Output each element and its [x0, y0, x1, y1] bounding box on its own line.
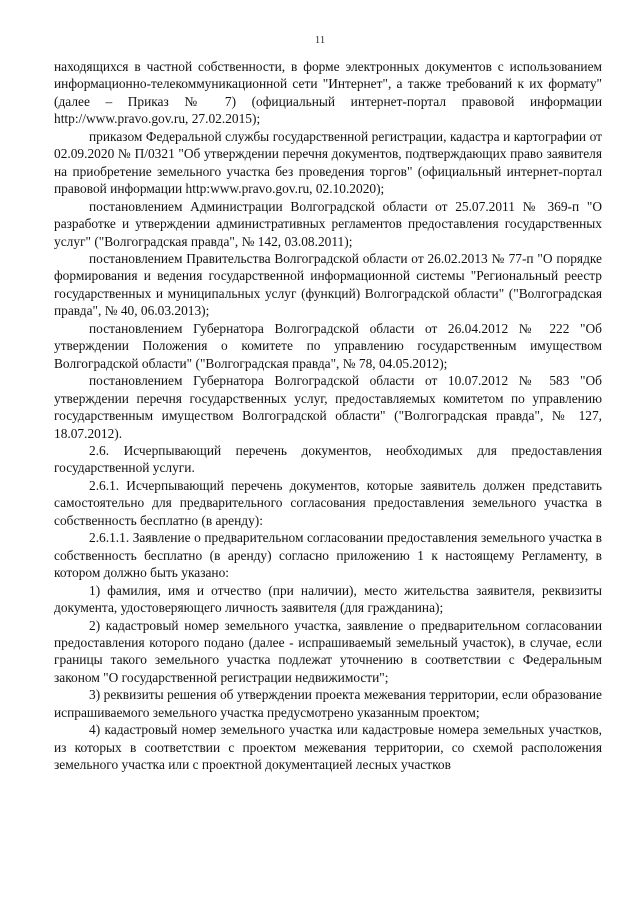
list-item: 3) реквизиты решения об утверждении проекта межевания территории, если образование испрашиваемого земельного участка предусмотрено указанным проектом;	[54, 687, 602, 720]
document-body	[54, 58, 602, 774]
section-heading-2-6: 2.6. Исчерпывающий перечень документов, необходимых для предоставления государственной услуги.	[54, 442, 602, 476]
section-heading-2-6-1-1: 2.6.1.1. Заявление о предварительном согласовании предоставления земельного участка в собственность бесплатно (в аренду) согласно приложению 1 к настоящему Регламенту, в котором должно быть указано:	[54, 530, 602, 581]
list-item: 4) кадастровый номер земельного участка или кадастровые номера земельных участков, из которых в соответствии с проектом межевания территории, со схемой расположения земельного участка или с проектной документацией лесных участков	[54, 722, 602, 773]
paragraph: приказом Федеральной службы государственной регистрации, кадастра и картографии от 02.09.2020 № П/0321 "Об утверждении перечня документов, подтверждающих право заявителя на приобретение земельного участка без проведения торгов" (официальный интернет-портал правовой информации http:www.pravo.gov.ru, 02.10.2020);	[54, 128, 602, 197]
page-number: 11	[314, 34, 326, 46]
paragraph: постановлением Губернатора Волгоградской области от 10.07.2012 № 583 "Об утверждении перечня государственных услуг, предоставляемых комитетом по управлению государственным имуществом Волгоградской области" ("Волгоградская правда", № 127, 18.07.2012).	[54, 373, 602, 441]
list-item: 1) фамилия, имя и отчество (при наличии), место жительства заявителя, реквизиты документа, удостоверяющего личность заявителя (для гражданина);	[54, 582, 602, 616]
paragraph: находящихся в частной собственности, в форме электронных документов с использованием информационно-телекоммуникационной сети "Интернет", а также требований к их формату" (далее – Приказ № 7) (официальный интернет-портал правовой информации http://www.pravo.gov.ru, 27.02.2015);	[54, 59, 602, 127]
section-heading-2-6-1: 2.6.1. Исчерпывающий перечень документов, которые заявитель должен представить самостоятельно для предварительного согласования предоставления земельного участка в собственность бесплатно (в аренду):	[54, 477, 602, 528]
list-item: 2) кадастровый номер земельного участка, заявление о предварительном согласовании предоставления которого подано (далее - испрашиваемый земельный участок), в случае, если границы такого земельного участка подлежат уточнению в соответствии с Федеральным законом "О государственной регистрации недвижимости";	[54, 617, 602, 685]
paragraph: постановлением Губернатора Волгоградской области от 26.04.2012 № 222 "Об утверждении Положения о комитете по управлению государственным имуществом Волгоградской области" ("Волгоградская правда", № 78, 04.05.2012);	[54, 320, 602, 371]
paragraph: постановлением Администрации Волгоградской области от 25.07.2011 № 369-п "О разработке и утверждении административных регламентов предоставления государственных услуг" ("Волгоградская правда", № 142, 03.08.2011);	[54, 198, 602, 249]
paragraph: постановлением Правительства Волгоградской области от 26.02.2013 № 77-п "О порядке формирования и ведения государственной информационной системы "Региональный реестр государственных и муниципальных услуг (функций) Волгоградской области" ("Волгоградская правда", № 40, 06.03.2013);	[54, 250, 602, 319]
